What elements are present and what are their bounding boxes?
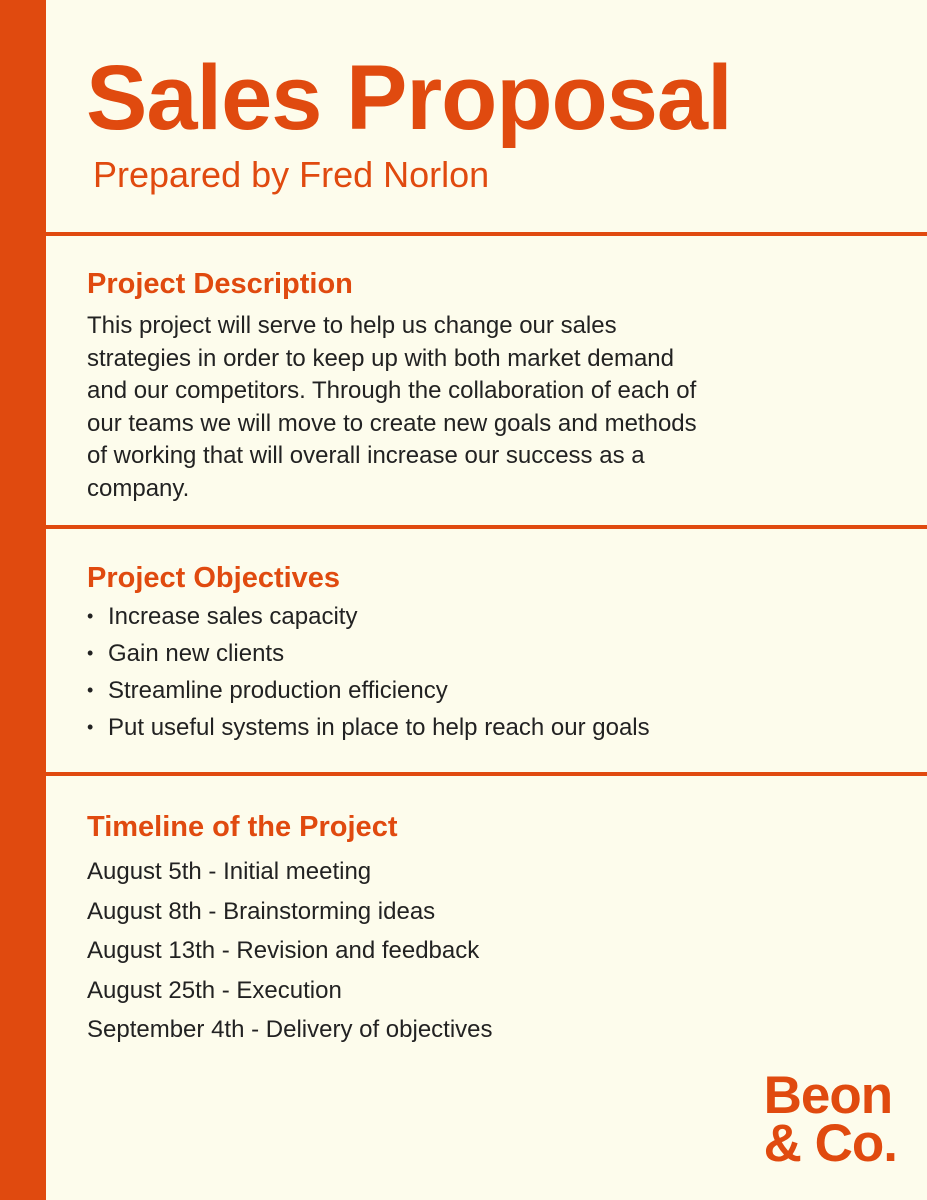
project-objectives-heading: Project Objectives [87, 562, 341, 594]
document-title: Sales Proposal [86, 47, 732, 149]
timeline-item: August 5th - Initial meeting [87, 858, 372, 885]
objective-item: • Put useful systems in place to help reach our goals [87, 709, 650, 746]
timeline-list [87, 852, 493, 1050]
timeline-heading: Timeline of the Project [87, 811, 398, 843]
section-divider [46, 232, 927, 236]
project-description-heading: Project Description [87, 268, 353, 300]
timeline-item: August 13th - Revision and feedback [87, 937, 480, 964]
objective-item: • Streamline production efficiency [87, 672, 650, 709]
timeline-item: August 8th - Brainstorming ideas [87, 897, 436, 925]
timeline-item: August 25th - Execution [87, 976, 342, 1004]
accent-side-bar [0, 0, 46, 1200]
company-logo [763, 1066, 897, 1173]
objective-item: • Gain new clients [87, 635, 650, 672]
objectives-list [87, 598, 650, 746]
logo-line-1: Beon [763, 1066, 893, 1125]
timeline-item: September 4th - Delivery of objectives [87, 1016, 493, 1043]
objective-item: • Increase sales capacity [87, 598, 650, 635]
section-divider [46, 525, 927, 529]
document-subtitle: Prepared by Fred Norlon [93, 154, 490, 195]
project-description-body: This project will serve to help us change our sales strategies in order to keep up with both market demand and our competitors. Through the collaboration of each of our teams we will move to create new goals and methods of working that will overall increase our success as a company. [87, 312, 697, 502]
section-divider [46, 772, 927, 776]
logo-line-2: & Co. [763, 1114, 897, 1173]
